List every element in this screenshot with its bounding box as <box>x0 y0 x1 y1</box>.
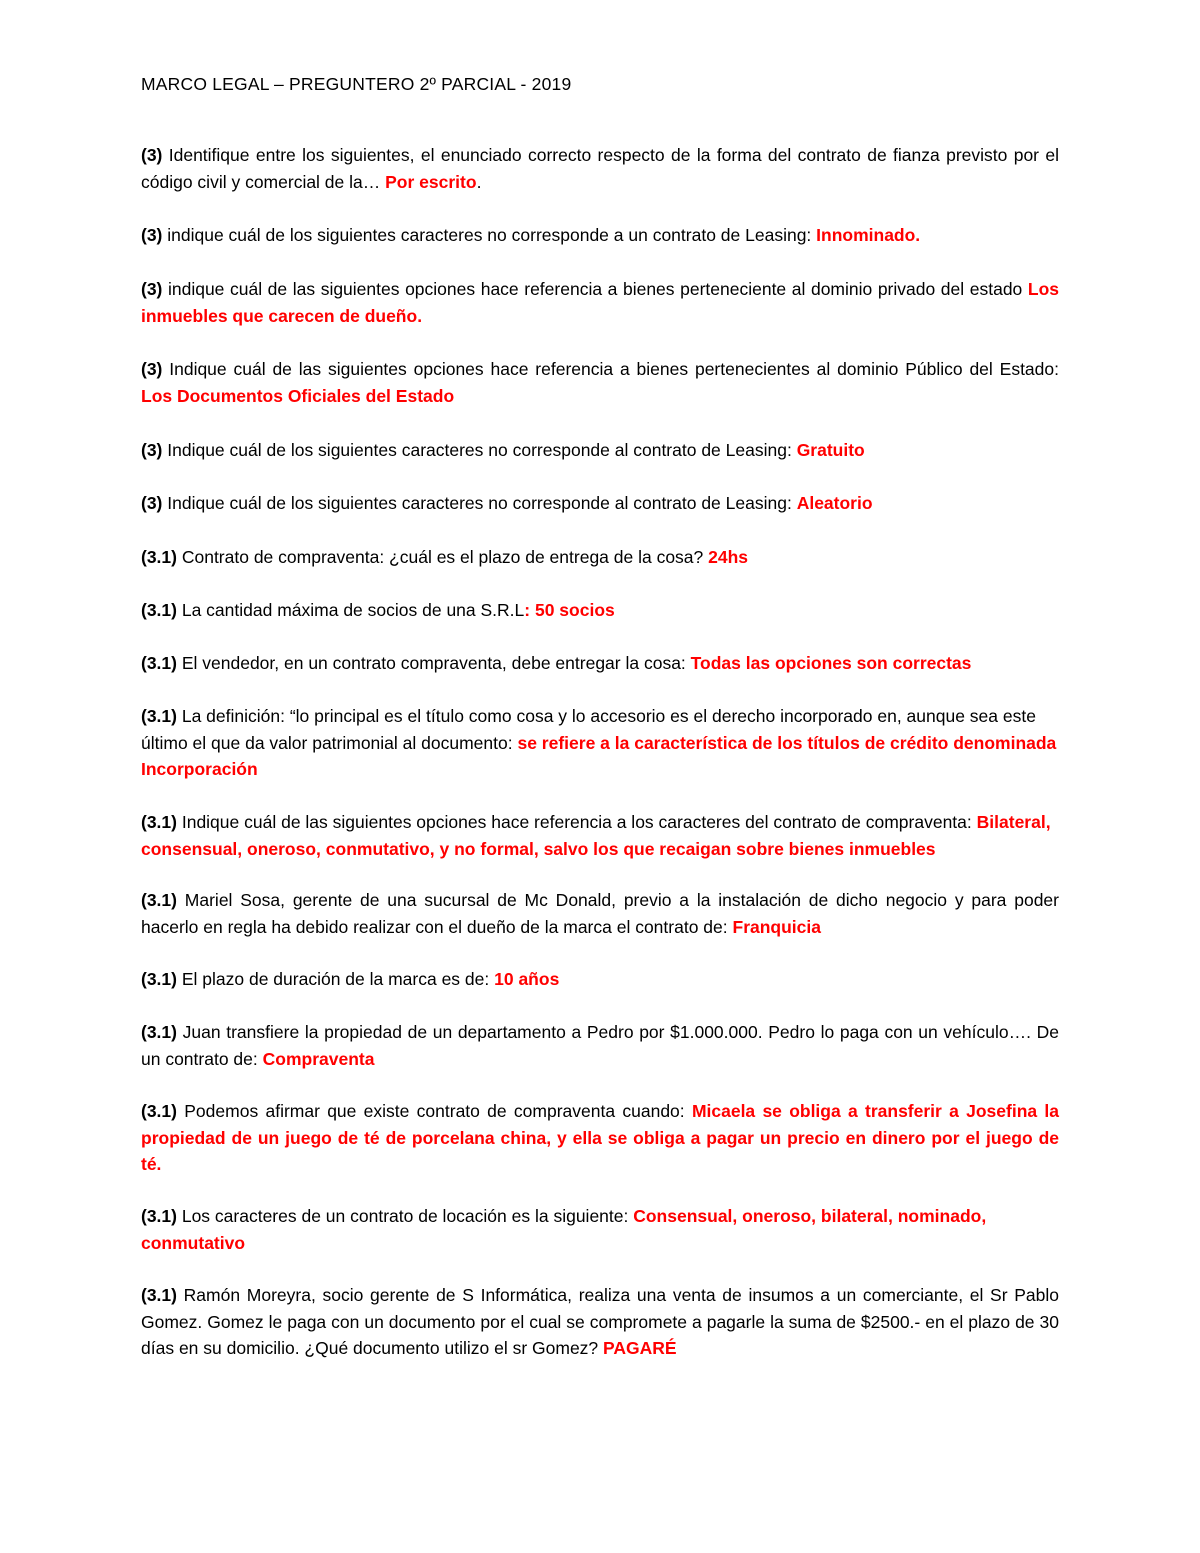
question-item <box>141 809 1059 862</box>
answer-text: Micaela se obliga a transferir a Josefina la propiedad de un juego de té de porcelana china, y ella se obliga a pagar un precio en dinero por el juego de té. <box>141 1101 1060 1174</box>
question-item <box>141 1019 1059 1072</box>
question-item <box>141 597 1059 624</box>
question-number: (3.1) <box>141 969 177 989</box>
question-item <box>141 222 1059 249</box>
answer-text: Gratuito <box>796 440 865 460</box>
question-text: indique cuál de los siguientes caracteres no corresponde a un contrato de Leasing: <box>162 225 817 245</box>
question-suffix: . <box>476 171 482 192</box>
answer-text: Innominado. <box>816 225 921 245</box>
question-text: Indique cuál de los siguientes caracteres no corresponde al contrato de Leasing: <box>162 440 797 460</box>
question-number: (3.1) <box>141 890 177 910</box>
question-number: (3) <box>141 225 163 245</box>
question-text: Ramón Moreyra, socio gerente de S Informática, realiza una venta de insumos a un comerciante, el Sr Pablo Gomez. Gomez le paga con un documento por el cual se compromete a pagarle la suma de $2500.- en el plazo de 30 días en su domicilio. ¿Qué documento utilizo el sr Gomez? <box>141 1285 1059 1358</box>
question-text: El plazo de duración de la marca es de: <box>176 969 495 989</box>
question-item <box>141 1098 1059 1178</box>
question-item <box>141 966 1059 993</box>
question-number: (3.1) <box>141 1206 177 1226</box>
answer-text: : 50 socios <box>524 600 615 620</box>
question-number: (3.1) <box>141 653 177 673</box>
question-number: (3.1) <box>141 1022 177 1042</box>
question-number: (3.1) <box>141 706 177 726</box>
answer-text: Todas las opciones son correctas <box>690 653 972 673</box>
question-number: (3.1) <box>141 1285 177 1305</box>
question-item <box>141 356 1059 409</box>
question-item <box>141 437 1059 464</box>
question-text: Podemos afirmar que existe contrato de compraventa cuando: <box>176 1101 692 1121</box>
question-item <box>141 887 1059 940</box>
question-number: (3.1) <box>141 812 177 832</box>
question-item <box>141 703 1059 783</box>
page-title: MARCO LEGAL – PREGUNTERO 2º PARCIAL - 2019 <box>141 74 572 94</box>
question-text: La definición: “lo principal es el título como cosa y lo accesorio es el derecho incorporado en, aunque sea este último el que da valor patrimonial al documento: <box>141 706 1036 753</box>
question-number: (3.1) <box>141 547 177 567</box>
question-number: (3) <box>141 440 163 460</box>
answer-text: Franquicia <box>732 916 821 937</box>
question-text: Los caracteres de un contrato de locación es la siguiente: <box>176 1206 634 1226</box>
answer-text: PAGARÉ <box>603 1338 677 1358</box>
question-item <box>141 276 1059 329</box>
answer-text: Aleatorio <box>796 493 873 513</box>
question-item <box>141 142 1059 195</box>
answer-text: Los inmuebles que carecen de dueño. <box>141 279 1059 326</box>
question-text: Mariel Sosa, gerente de una sucursal de Mc Donald, previo a la instalación de dicho negocio y para poder hacerlo en regla ha debido realizar con el dueño de la marca el contrato de: <box>141 890 1059 937</box>
question-item <box>141 1282 1059 1362</box>
question-text: El vendedor, en un contrato compraventa, debe entregar la cosa: <box>176 653 691 673</box>
question-item <box>141 544 1059 571</box>
question-text: Contrato de compraventa: ¿cuál es el plazo de entrega de la cosa? <box>176 547 709 567</box>
question-number: (3.1) <box>141 1101 177 1121</box>
question-number: (3) <box>141 359 163 379</box>
question-number: (3) <box>141 493 163 513</box>
question-text: Identifique entre los siguientes, el enunciado correcto respecto de la forma del contrato de fianza previsto por el código civil y comercial de la… <box>141 145 1059 192</box>
question-text: Indique cuál de los siguientes caracteres no corresponde al contrato de Leasing: <box>162 493 797 513</box>
question-item <box>141 650 1059 677</box>
answer-text: se refiere a la característica de los títulos de crédito denominada Incorporación <box>141 732 1057 779</box>
question-text: Indique cuál de las siguientes opciones hace referencia a bienes pertenecientes al dominio Público del Estado: <box>162 359 1059 379</box>
question-item <box>141 1203 1059 1256</box>
question-number: (3) <box>141 145 163 165</box>
question-item <box>141 490 1059 517</box>
question-text: Juan transfiere la propiedad de un departamento a Pedro por $1.000.000. Pedro lo paga con un vehículo…. De un contrato de: <box>141 1022 1059 1069</box>
answer-text: Por escrito <box>385 171 477 192</box>
answer-text: 10 años <box>494 969 560 989</box>
question-text: Indique cuál de las siguientes opciones hace referencia a los caracteres del contrato de compraventa: <box>176 812 977 832</box>
question-number: (3.1) <box>141 600 177 620</box>
answer-text: Los Documentos Oficiales del Estado <box>141 385 455 406</box>
question-text: indique cuál de las siguientes opciones hace referencia a bienes perteneciente al dominio privado del estado <box>162 279 1028 299</box>
answer-text: Consensual, oneroso, bilateral, nominado, conmutativo <box>141 1206 987 1253</box>
answer-text: 24hs <box>708 547 749 567</box>
answer-text: Bilateral, consensual, oneroso, conmutativo, y no formal, salvo los que recaigan sobre bienes inmuebles <box>141 812 1051 859</box>
answer-text: Compraventa <box>262 1048 375 1069</box>
question-text: La cantidad máxima de socios de una S.R.L <box>176 600 525 620</box>
question-number: (3) <box>141 279 163 299</box>
